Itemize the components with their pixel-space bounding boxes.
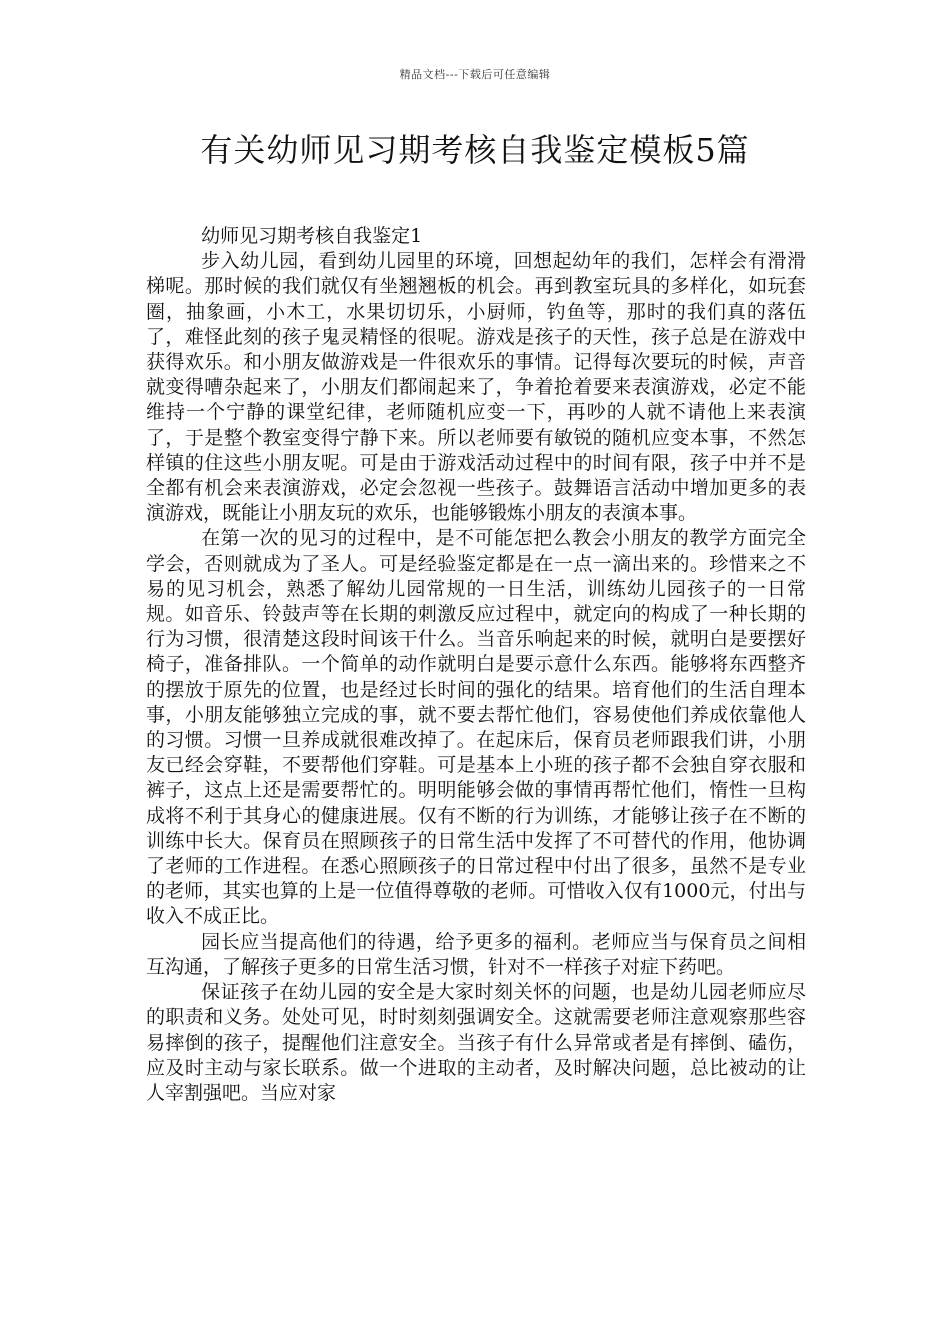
document-title: 有关幼师见习期考核自我鉴定模板5篇 [200,131,750,169]
page-header-note: 精品文档---下载后可任意编辑 [399,68,551,81]
paragraph: 园长应当提高他们的待遇，给予更多的福利。老师应当与保育员之间相互沟通，了解孩子更多的日常生活习惯，针对不一样孩子对症下药吧。 [146,930,806,978]
paragraph: 步入幼儿园，看到幼儿园里的环境，回想起幼年的我们，怎样会有滑滑梯呢。那时候的我们就仅有坐翘翘板的机会。再到教室玩具的多样化，如玩套圈，抽象画，小木工，水果切切乐，小厨师，钓鱼等，那时的我们真的落伍了，难怪此刻的孩子鬼灵精怪的很呢。游戏是孩子的天性，孩子总是在游戏中获得欢乐。和小朋友做游戏是一件很欢乐的事情。记得每次要玩的时候，声音就变得嘈杂起来了，小朋友们都闹起来了，争着抢着要来表演游戏，必定不能维持一个宁静的课堂纪律，老师随机应变一下，再吵的人就不请他上来表演了，于是整个教室变得宁静下来。所以老师要有敏锐的随机应变本事，不然怎样镇的住这些小朋友呢。可是由于游戏活动过程中的时间有限，孩子中并不是全都有机会来表演游戏，必定会忽视一些孩子。鼓舞语言活动中增加更多的表演游戏，既能让小朋友玩的欢乐，也能够锻炼小朋友的表演本事。 [146,250,806,525]
section-heading: 幼师见习期考核自我鉴定1 [201,225,423,247]
paragraph: 保证孩子在幼儿园的安全是大家时刻关怀的问题，也是幼儿园老师应尽的职责和义务。处处可见，时时刻刻强调安全。这就需要老师注意观察那些容易摔倒的孩子，提醒他们注意安全。当孩子有什么异常或者是有摔倒、磕伤，应及时主动与家长联系。做一个进取的主动者，及时解决问题，总比被动的让人宰割强吧。当应对家 [146,981,806,1104]
document-body [146,224,806,1106]
paragraph: 在第一次的见习的过程中，是不可能怎把么教会小朋友的教学方面完全学会，否则就成为了圣人。可是经验鉴定都是在一点一滴出来的。珍惜来之不易的见习机会，熟悉了解幼儿园常规的一日生活，训练幼儿园孩子的一日常规。如音乐、铃鼓声等在长期的刺激反应过程中，就定向的构成了一种长期的行为习惯，很清楚这段时间该干什么。当音乐响起来的时候，就明白是要摆好椅子，准备排队。一个简单的动作就明白是要示意什么东西。能够将东西整齐的摆放于原先的位置，也是经过长时间的强化的结果。培育他们的生活自理本事，小朋友能够独立完成的事，就不要去帮忙他们，容易使他们养成依靠他人的习惯。习惯一旦养成就很难改掉了。在起床后，保育员老师跟我们讲，小朋友已经会穿鞋，不要帮他们穿鞋。可是基本上小班的孩子都不会独自穿衣服和裤子，这点上还是需要帮忙的。明明能够会做的事情再帮忙他们，惰性一旦构成将不利于其身心的健康进展。仅有不断的行为训练，才能够让孩子在不断的训练中长大。保育员在照顾孩子的日常生活中发挥了不可替代的作用，他协调了老师的工作进程。在悉心照顾孩子的日常过程中付出了很多，虽然不是专业的老师，其实也算的上是一位值得尊敬的老师。可惜收入仅有1000元，付出与收入不成正比。 [146,527,806,928]
